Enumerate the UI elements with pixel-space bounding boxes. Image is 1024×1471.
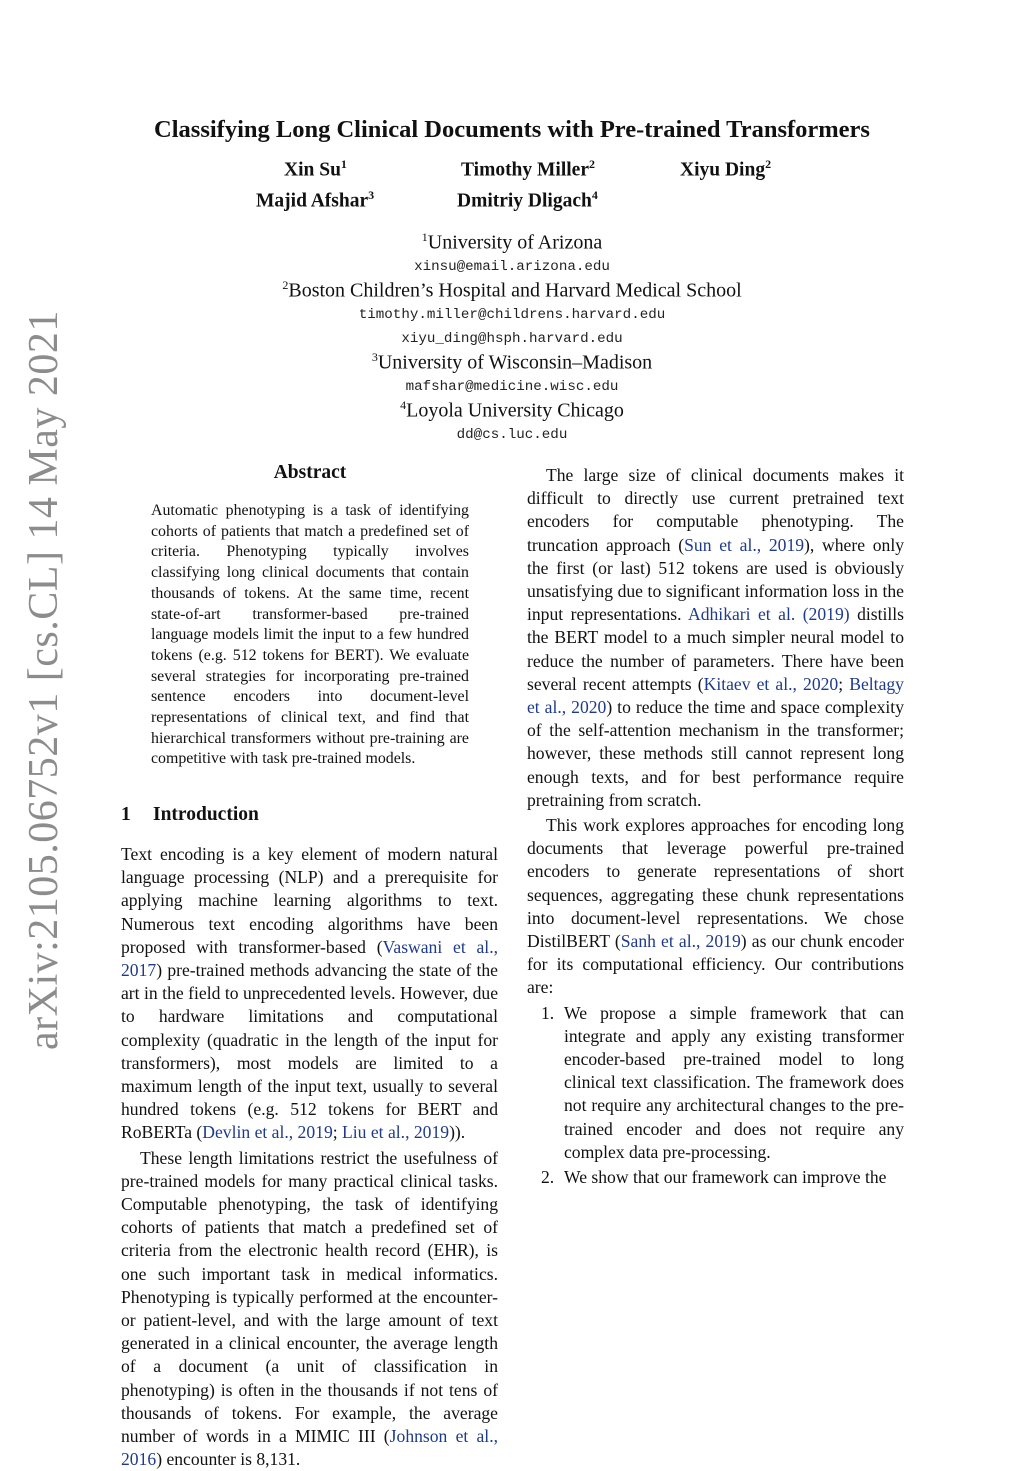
author-name: Majid Afshar$^3$: [256, 188, 375, 212]
citation-link[interactable]: Devlin et al., 2019: [202, 1122, 333, 1143]
author-name: Xiyu Ding$^2$: [680, 157, 772, 181]
abstract-heading: Abstract: [273, 462, 347, 483]
section-number: 1: [121, 804, 131, 825]
author-name: Timothy Miller$^2$: [461, 157, 595, 181]
abstract-text: Automatic phenotyping is a task of identifying cohorts of patients that match a predefined set of criteria. Phenotyping typically involves classifying long clinical documents that contain thousands of tokens. At the same time, recent state-of-art transformer-based pre-trained language models limit the input to a few hundred tokens (e.g. 512 tokens for BERT). We evaluate several strategies for incorporating pre-trained sentence encoders into document-level representations of clinical text, and find that hierarchical transformers without pre-training are competitive with task pre-trained models.: [151, 502, 469, 768]
citation-link[interactable]: Liu et al., 2019: [342, 1122, 450, 1143]
citation-link[interactable]: Kitaev et al., 2020: [703, 673, 839, 694]
arxiv-identifier: arXiv:2105.06752v1 [cs.CL] 14 May 2021: [21, 310, 67, 1050]
author-name: Dmitriy Dligach$^4$: [457, 188, 598, 212]
citation-link[interactable]: Sun et al., 2019: [684, 534, 805, 555]
citation-link[interactable]: Vaswani et al., 2017: [121, 936, 498, 981]
right-column: [527, 464, 904, 1189]
author-email: mafshar@medicine.wisc.edu: [405, 379, 619, 395]
list-item: 1. We propose a simple framework that can integrate and apply any existing transformer encoder-based pre-trained model to long clinical text classification. The framework does not require any architectural changes to the pre-trained encoder and does not require any complex data pre-processing.: [541, 1002, 904, 1162]
author-name: Xin Su$^1$: [284, 157, 347, 181]
list-item: 2. We show that our framework can improve the: [527, 1166, 904, 1189]
citation-link[interactable]: Beltagy et al., 2020: [527, 673, 904, 718]
left-column: [121, 843, 498, 1471]
citation-link[interactable]: Sanh et al., 2019: [620, 931, 741, 952]
section-heading: [121, 804, 259, 826]
paragraph: The large size of clinical documents makes it difficult to directly use current pretrained text encoders for computable phenotyping. The truncation approach (Sun et al., 2019), where only the first (or last) 512 tokens are used is obviously unsatisfying due to significant information loss in the input representations. Adhikari et al. (2019) distills the BERT model to a much simpler neural model to reduce the number of parameters. There have been several recent attempts (Kitaev et al., 2020; Beltagy et al., 2020) to reduce the time and space complexity of the self-attention mechanism in the transformer; however, these methods still cannot represent long enough texts, and for best performance require pretraining from scratch.: [527, 465, 905, 810]
author-email: xiyu_ding@hsph.harvard.edu: [401, 331, 623, 347]
paper-title: Classifying Long Clinical Documents with Pre-trained Transformers: [154, 116, 870, 143]
contributions-list: [527, 1002, 904, 1190]
author-email: timothy.miller@childrens.harvard.edu: [358, 307, 666, 323]
paragraph: This work explores approaches for encoding long documents that leverage powerful pre-trained encoders to generate representations of short sequences, aggregating these chunk representations into document-level representations. We chose DistilBERT (Sanh et al., 2019) as our chunk encoder for its computational efficiency. Our contributions are:: [527, 815, 905, 998]
affiliation-name: $^3$University of Wisconsin–Madison: [371, 350, 653, 374]
affiliation-name: $^1$University of Arizona: [421, 230, 603, 254]
affiliation-name: $^4$Loyola University Chicago: [400, 398, 624, 422]
author-email: xinsu@email.arizona.edu: [414, 259, 610, 275]
citation-link[interactable]: Johnson et al., 2016: [121, 1426, 498, 1470]
citation-link[interactable]: Adhikari et al. (2019): [688, 604, 850, 625]
author-email: dd@cs.luc.edu: [456, 427, 568, 443]
list-item-number: 1.: [541, 1002, 555, 1023]
paragraph: These length limitations restrict the usefulness of pre-trained models for many practical clinical tasks. Computable phenotyping, the task of identifying cohorts of patients that match a predefined set of criteria from the electronic health record (EHR), is one such important task in medical informatics. Phenotyping is typically performed at the encounter- or patient-level, and with the large amount of text generated in a clinical encounter, the average length of a document (a unit of classification in phenotyping) is often in the thousands if not tens of thousands of tokens. For example, the average number of words in a MIMIC III (Johnson et al., 2016) encounter is 8,131.: [121, 1147, 498, 1470]
affiliation-name: $^2$Boston Children’s Hospital and Harvard Medical School: [282, 278, 742, 302]
section-title: Introduction: [153, 804, 259, 825]
list-item-number: 2.: [541, 1167, 555, 1188]
paragraph: Text encoding is a key element of modern natural language processing (NLP) and a prerequisite for applying machine learning algorithms to text. Numerous text encoding algorithms have been proposed with transformer-based (Vaswani et al., 2017) pre-trained methods advancing the state of the art in the field to unprecedented levels. However, due to hardware limitations and computational complexity (quadratic in the length of the input for transformers), most models are limited to a maximum length of the input text, usually to several hundred tokens (e.g. 512 tokens for BERT and RoBERTa (Devlin et al., 2019; Liu et al., 2019)).: [121, 844, 498, 1143]
